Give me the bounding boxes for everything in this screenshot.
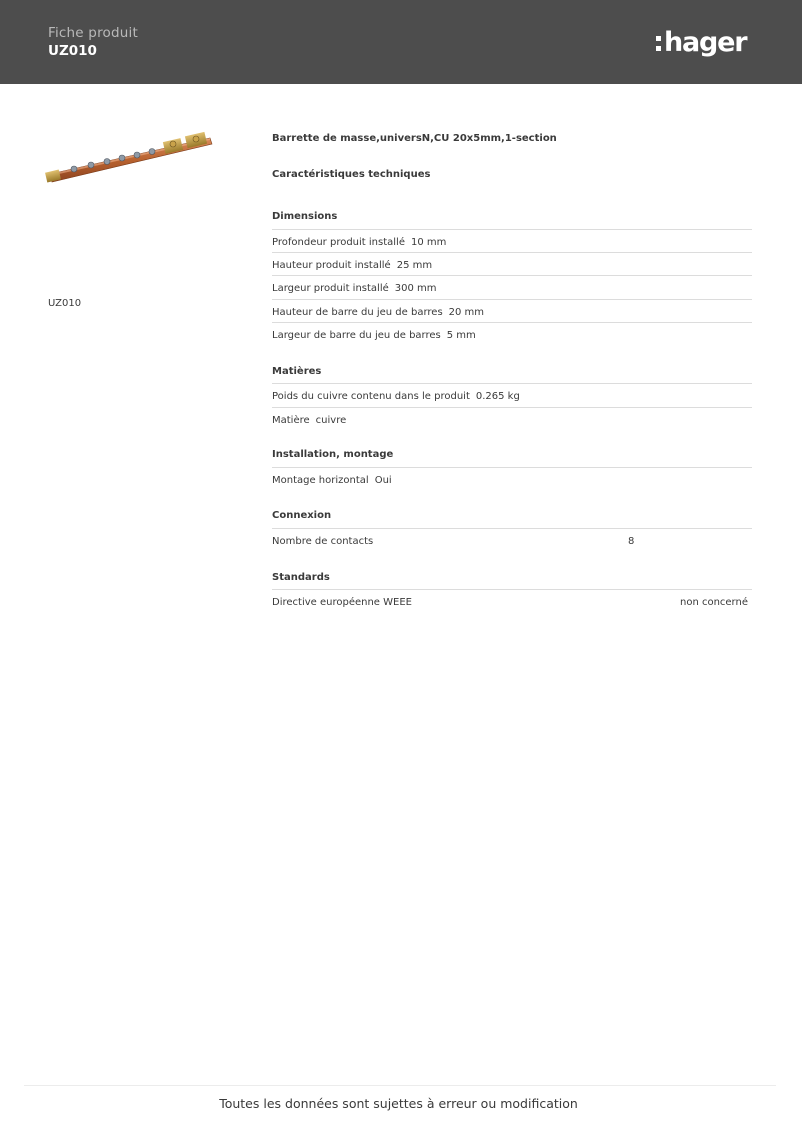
- spec-value: 0.265 kg: [475, 391, 520, 402]
- spec-row: [272, 383, 752, 407]
- spec-value: 20 mm: [448, 307, 485, 318]
- spec-value: 5 mm: [446, 330, 476, 341]
- spec-label: Montage horizontal: [272, 475, 369, 486]
- spec-value: cuivre: [315, 415, 347, 426]
- product-code-header: UZ010: [48, 43, 97, 59]
- spec-row: [272, 322, 752, 346]
- standards-heading: Standards: [272, 572, 330, 583]
- page-header: [0, 0, 802, 84]
- spec-row: [272, 528, 752, 552]
- spec-row: [272, 229, 752, 253]
- spec-value: Oui: [374, 475, 392, 486]
- spec-value: 8: [628, 536, 635, 547]
- connection-heading: Connexion: [272, 510, 332, 521]
- spec-label: Largeur de barre du jeu de barres: [272, 330, 441, 341]
- spec-label: Largeur produit installé: [272, 283, 389, 294]
- spec-row: [272, 589, 752, 613]
- spec-label: Directive européenne WEEE: [272, 597, 412, 608]
- product-reference: UZ010: [48, 298, 82, 309]
- hager-logo: [656, 26, 746, 58]
- section-title: Caractéristiques techniques: [272, 169, 431, 180]
- document-type-label: Fiche produit: [48, 25, 138, 41]
- spec-row: [272, 407, 752, 431]
- footer-disclaimer: Toutes les données sont sujettes à erreur ou modification: [219, 1096, 578, 1111]
- spec-label: Poids du cuivre contenu dans le produit: [272, 391, 470, 402]
- product-image: [44, 124, 216, 200]
- spec-value: 300 mm: [394, 283, 437, 294]
- spec-label: Nombre de contacts: [272, 536, 374, 547]
- spec-label: Hauteur de barre du jeu de barres: [272, 307, 443, 318]
- logo-wordmark: hager: [664, 26, 747, 58]
- spec-row: [272, 299, 752, 323]
- installation-heading: Installation, montage: [272, 449, 394, 460]
- spec-row: [272, 252, 752, 276]
- product-title: Barrette de masse,universN,CU 20x5mm,1-section: [272, 133, 557, 144]
- spec-value: 25 mm: [396, 260, 433, 271]
- dimensions-heading: Dimensions: [272, 211, 338, 222]
- spec-row: [272, 467, 752, 491]
- spec-value: non concerné: [679, 597, 748, 608]
- spec-label: Hauteur produit installé: [272, 260, 391, 271]
- materials-heading: Matières: [272, 366, 322, 377]
- spec-row: [272, 275, 752, 299]
- logo-colon-mark: [656, 36, 661, 51]
- spec-label: Profondeur produit installé: [272, 237, 405, 248]
- footer-divider: [24, 1085, 776, 1086]
- spec-value: 10 mm: [410, 237, 447, 248]
- spec-label: Matière: [272, 415, 310, 426]
